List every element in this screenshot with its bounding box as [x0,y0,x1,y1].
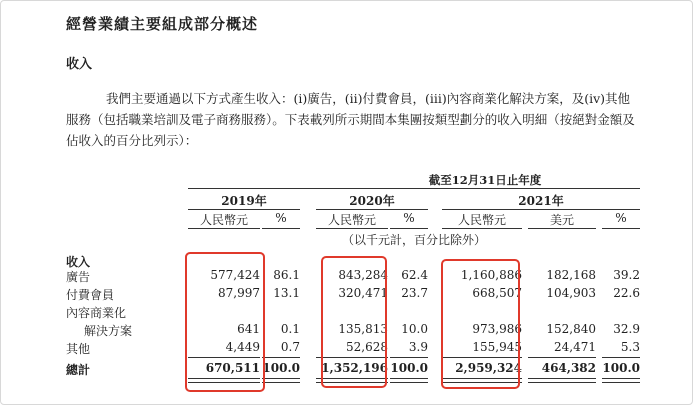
year-rule-2020 [316,209,428,210]
highlight-box-2020 [321,256,387,388]
highlight-box-2019 [185,252,265,392]
cell-usd-2021: 104,903 [546,286,596,300]
total-usd-2021: 464,382 [541,361,596,375]
cell-pct-2020: 10.0 [401,322,428,336]
cell-pct-2019: 86.1 [273,268,300,282]
period-header: 截至12月31日止年度 [428,173,542,187]
row-label: 解決方案 [84,324,133,338]
cell-pct-2021: 32.9 [613,322,640,336]
cell-rmb-2021: 973,986 [472,322,522,336]
sub-rule [316,228,388,229]
sub-rule [262,228,300,229]
cell-pct-2019: 13.1 [273,286,300,300]
double-underline [528,378,596,383]
header-rule [188,188,640,189]
total-pct-2019: 100.0 [262,361,300,375]
total-rule [262,357,300,358]
cell-rmb-2019: 641 [237,322,260,336]
cell-pct-2020: 23.7 [401,286,428,300]
total-pct-2021: 100.0 [602,361,640,375]
total-rule [602,357,640,358]
double-underline [602,378,640,383]
col-header-pct-2020: % [403,211,415,225]
row-label: 廣告 [66,270,91,284]
total-rule [390,357,428,358]
cell-usd-2021: 24,471 [554,340,596,354]
cell-usd-2021: 182,168 [546,268,596,282]
sub-rule [528,228,596,229]
total-rule [528,357,596,358]
cell-rmb-2019: 4,449 [225,340,260,354]
col-header-pct-2021: % [615,211,627,225]
cell-pct-2019: 0.1 [280,322,300,336]
year-2021: 2021年 [518,194,564,208]
year-2020: 2020年 [349,194,395,208]
row-label: 其他 [66,342,91,356]
cell-rmb-2019: 577,424 [210,268,260,282]
col-header-rmb-2021: 人民幣元 [457,213,506,227]
row-label: 內容商業化 [66,306,127,320]
sub-rule [188,228,260,229]
total-rmb-2021: 2,959,324 [455,361,522,375]
cell-rmb-2021: 1,160,886 [460,268,522,282]
total-pct-2020: 100.0 [390,361,428,375]
cell-rmb-2021: 668,507 [472,286,522,300]
cell-rmb-2020: 843,284 [338,268,388,282]
cell-pct-2021: 22.6 [613,286,640,300]
cell-rmb-2020: 135,813 [338,322,388,336]
sub-rule [442,228,522,229]
total-rmb-2020: 1,352,196 [321,361,388,375]
double-underline [390,378,428,383]
year-rule-2019 [188,209,300,210]
sub-rule [390,228,428,229]
section-heading: 收入 [66,57,93,72]
cell-rmb-2020: 52,628 [346,340,388,354]
cell-pct-2021: 39.2 [613,268,640,282]
year-rule-2021 [442,209,640,210]
col-header-rmb-2019: 人民幣元 [199,213,248,227]
group-label: 收入 [66,255,91,269]
cell-rmb-2019: 87,997 [218,286,260,300]
cell-rmb-2020: 320,471 [338,286,388,300]
page-title: 經營業績主要組成部分概述 [66,15,259,33]
cell-pct-2021: 5.3 [620,340,640,354]
col-header-usd-2021: 美元 [549,213,574,227]
col-header-pct-2019: % [275,211,287,225]
cell-pct-2019: 0.7 [280,340,300,354]
total-rmb-2019: 670,511 [205,361,260,375]
double-underline [262,378,300,383]
intro-paragraph-text: 我們主要通過以下方式產生收入：(i)廣告，(ii)付費會員，(iii)內容商業化解決方案，及(iv)其他服務（包括職業培訓及電子商務服務）。下表載列所示期間本集團按類型劃分的收入明細（按絕對金額及佔收入的百分比列示）： [66,91,635,148]
year-2019: 2019年 [221,194,267,208]
cell-usd-2021: 152,840 [546,322,596,336]
cell-rmb-2021: 155,945 [472,340,522,354]
col-header-rmb-2020: 人民幣元 [327,213,376,227]
total-label: 總計 [66,363,91,377]
sub-rule [602,228,640,229]
cell-pct-2020: 3.9 [408,340,428,354]
intro-paragraph [66,88,641,151]
unit-note: （以千元計，百分比除外） [341,233,486,247]
row-label: 付費會員 [66,288,115,302]
highlight-box-2021 [441,259,520,389]
cell-pct-2020: 62.4 [401,268,428,282]
